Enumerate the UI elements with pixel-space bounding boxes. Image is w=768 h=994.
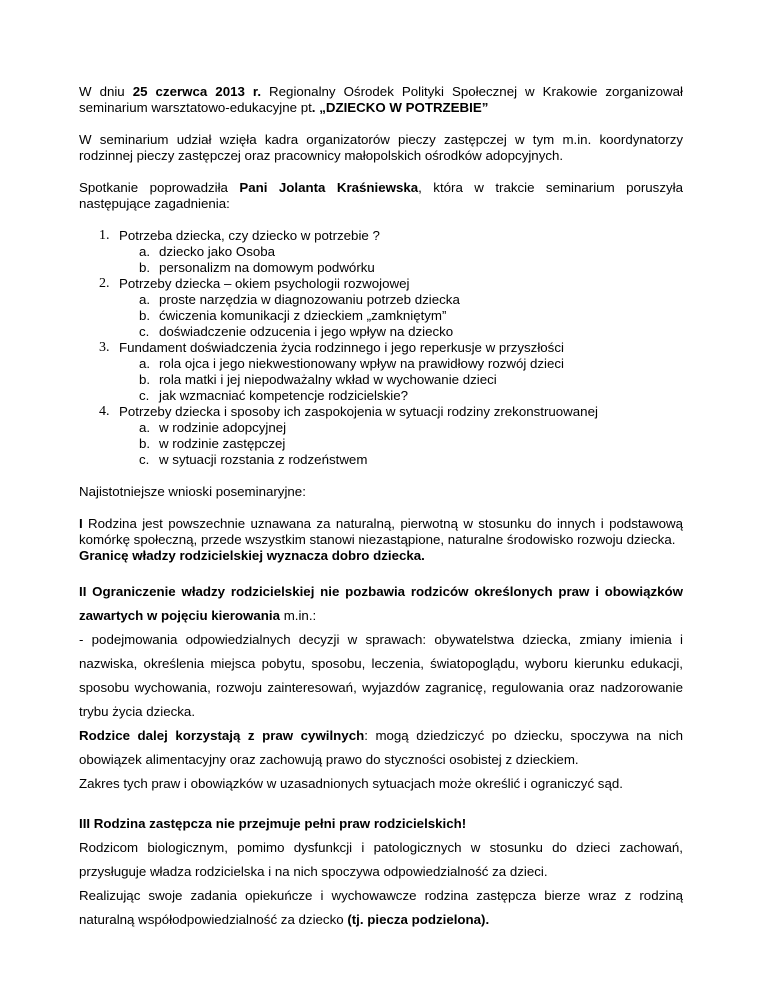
intro-dot: . — [311, 100, 316, 115]
section-2 — [79, 580, 683, 796]
intro-text: Regionalny Ośrodek Polityki Społecznej w Krakowie zorganizował seminarium warsztatowo-edukacyjne pt — [79, 84, 683, 115]
seminar-title: „DZIECKO W POTRZEBIE” — [315, 100, 489, 115]
subtopic-letter: a. — [139, 420, 151, 435]
subtopic-item — [119, 436, 683, 452]
subtopic-letter: c. — [139, 324, 150, 339]
section-2-decisions: - podejmowania odpowiedzialnych decyzji w sprawach: obywatelstwa dziecka, zmiany imienia i nazwiska, określenia miejsca pobytu, sposobu, leczenia, światopoglądu, wyboru kierunku edukacji, sposobu wychowania, rozwoju zainteresowań, wyjazdów zagranicę, regulowania oraz nadzorowanie trybu życia dziecka. — [79, 632, 683, 719]
section-2-civil-rights — [79, 724, 683, 772]
intro-text: W dniu — [79, 84, 133, 99]
subtopic-letter: b. — [139, 260, 151, 275]
subtopic-text: proste narzędzia w diagnozowaniu potrzeb dziecka — [159, 292, 460, 307]
subtopic-list — [119, 292, 683, 340]
topic-item — [79, 404, 683, 468]
subtopic-text: ćwiczenia komunikacji z dzieckiem „zamkniętym” — [159, 308, 447, 323]
section-2-heading — [79, 580, 683, 628]
subtopic-text: w sytuacji rozstania z rodzeństwem — [159, 452, 368, 467]
subtopic-text: doświadczenie odzucenia i jego wpływ na dziecko — [159, 324, 454, 339]
subtopic-text: rola matki i jej niepodważalny wkład w wychowanie dzieci — [159, 372, 497, 387]
document-body — [79, 84, 683, 932]
topic-number: 4. — [99, 404, 110, 419]
section-3 — [79, 812, 683, 932]
topics-list — [79, 228, 683, 468]
subtopic-letter: b. — [139, 372, 151, 387]
subtopic-item — [119, 308, 683, 324]
subtopic-letter: a. — [139, 244, 151, 259]
subtopic-list — [119, 356, 683, 404]
section-1-number: I — [79, 516, 83, 531]
subtopic-item — [119, 452, 683, 468]
topic-item — [79, 340, 683, 404]
subtopic-item — [119, 324, 683, 340]
subtopic-letter: b. — [139, 436, 151, 451]
subtopic-item — [119, 388, 683, 404]
topic-number: 3. — [99, 340, 110, 355]
section-1-bold-line: Granicę władzy rodzicielskiej wyznacza dobro dziecka. — [79, 548, 425, 563]
topic-text: Potrzeby dziecka – okiem psychologii rozwojowej — [119, 276, 410, 291]
conclusions-heading: Najistotniejsze wnioski poseminaryjne: — [79, 484, 306, 499]
section-3-paragraph-1: Rodzicom biologicznym, pomimo dysfunkcji i patologicznych w stosunku do dzieci zachowań, przysługuje władza rodzicielska i na nich spoczywa odpowiedzialność za dzieci. — [79, 840, 683, 879]
civil-rights-text: : mogą dziedziczyć po dziecku, spoczywa na nich obowiązek alimentacyjny oraz zachowują prawo do styczności osobistej z dzieckiem. — [79, 728, 683, 767]
topic-text: Potrzeba dziecka, czy dziecko w potrzebie ? — [119, 228, 380, 243]
subtopic-text: rola ojca i jego niekwestionowany wpływ na prawidłowy rozwój dzieci — [159, 356, 565, 371]
topic-item — [79, 276, 683, 340]
topic-text: Fundament doświadczenia życia rodzinnego i jego reperkusje w przyszłości — [119, 340, 564, 355]
seminar-date: 25 czerwca 2013 r. — [132, 84, 262, 99]
topic-number: 2. — [99, 276, 110, 291]
subtopic-text: w rodzinie adopcyjnej — [159, 420, 287, 435]
subtopic-letter: c. — [139, 452, 150, 467]
intro-paragraph-1 — [79, 84, 683, 116]
subtopic-list — [119, 244, 683, 276]
subtopic-letter: b. — [139, 308, 151, 323]
section-1-text: Rodzina jest powszechnie uznawana za naturalną, pierwotną w stosunku do innych i podstawową komórkę społeczną, przede wszystkim stanowi niezastąpione, naturalne środowisko rozwoju dziecka. — [79, 516, 683, 547]
section-2-heading-bold: II Ograniczenie władzy rodzicielskiej nie pozbawia rodziców określonych praw i obowiązków zawartych w pojęciu kierowania — [79, 584, 683, 623]
intro-text: Spotkanie poprowadziła — [79, 180, 240, 195]
subtopic-item — [119, 260, 683, 276]
subtopic-letter: a. — [139, 356, 151, 371]
subtopic-text: dziecko jako Osoba — [159, 244, 276, 259]
subtopic-item — [119, 244, 683, 260]
subtopic-item — [119, 372, 683, 388]
subtopic-list — [119, 420, 683, 468]
subtopic-item — [119, 420, 683, 436]
civil-rights-bold: Rodzice dalej korzystają z praw cywilnych — [79, 728, 365, 743]
section-1-paragraph — [79, 516, 683, 548]
section-3-bold: (tj. piecza podzielona). — [347, 912, 490, 927]
subtopic-letter: c. — [139, 388, 150, 403]
subtopic-text: personalizm na domowym podwórku — [159, 260, 375, 275]
subtopic-text: w rodzinie zastępczej — [159, 436, 286, 451]
subtopic-item — [119, 356, 683, 372]
subtopic-text: jak wzmacniać kompetencje rodzicielskie? — [159, 388, 409, 403]
intro-paragraph-3 — [79, 180, 683, 212]
intro-text: , która w trakcie seminarium poruszyła następujące zagadnienia: — [79, 180, 683, 211]
section-3-text: Realizując swoje zadania opiekuńcze i wychowawcze rodzina zastępcza bierze wraz z rodziną naturalną współodpowiedzialność za dziecko — [79, 888, 683, 927]
section-3-heading: III Rodzina zastępcza nie przejmuje pełni praw rodzicielskich! — [79, 816, 467, 831]
intro-paragraph-2: W seminarium udział wzięła kadra organizatorów pieczy zastępczej w tym m.in. koordynatorzy rodzinnej pieczy zastępczej oraz pracownicy małopolskich ośrodków adopcyjnych. — [79, 132, 683, 163]
topic-number: 1. — [99, 228, 110, 243]
section-2-heading-tail: m.in.: — [280, 608, 317, 623]
topic-item — [79, 228, 683, 276]
subtopic-letter: a. — [139, 292, 151, 307]
section-3-paragraph-2 — [79, 884, 683, 932]
speaker-name: Pani Jolanta Kraśniewska — [239, 180, 419, 195]
topic-text: Potrzeby dziecka i sposoby ich zaspokojenia w sytuacji rodziny zrekonstruowanej — [119, 404, 598, 419]
subtopic-item — [119, 292, 683, 308]
section-2-scope: Zakres tych praw i obowiązków w uzasadnionych sytuacjach może określić i ograniczyć sąd. — [79, 776, 623, 791]
